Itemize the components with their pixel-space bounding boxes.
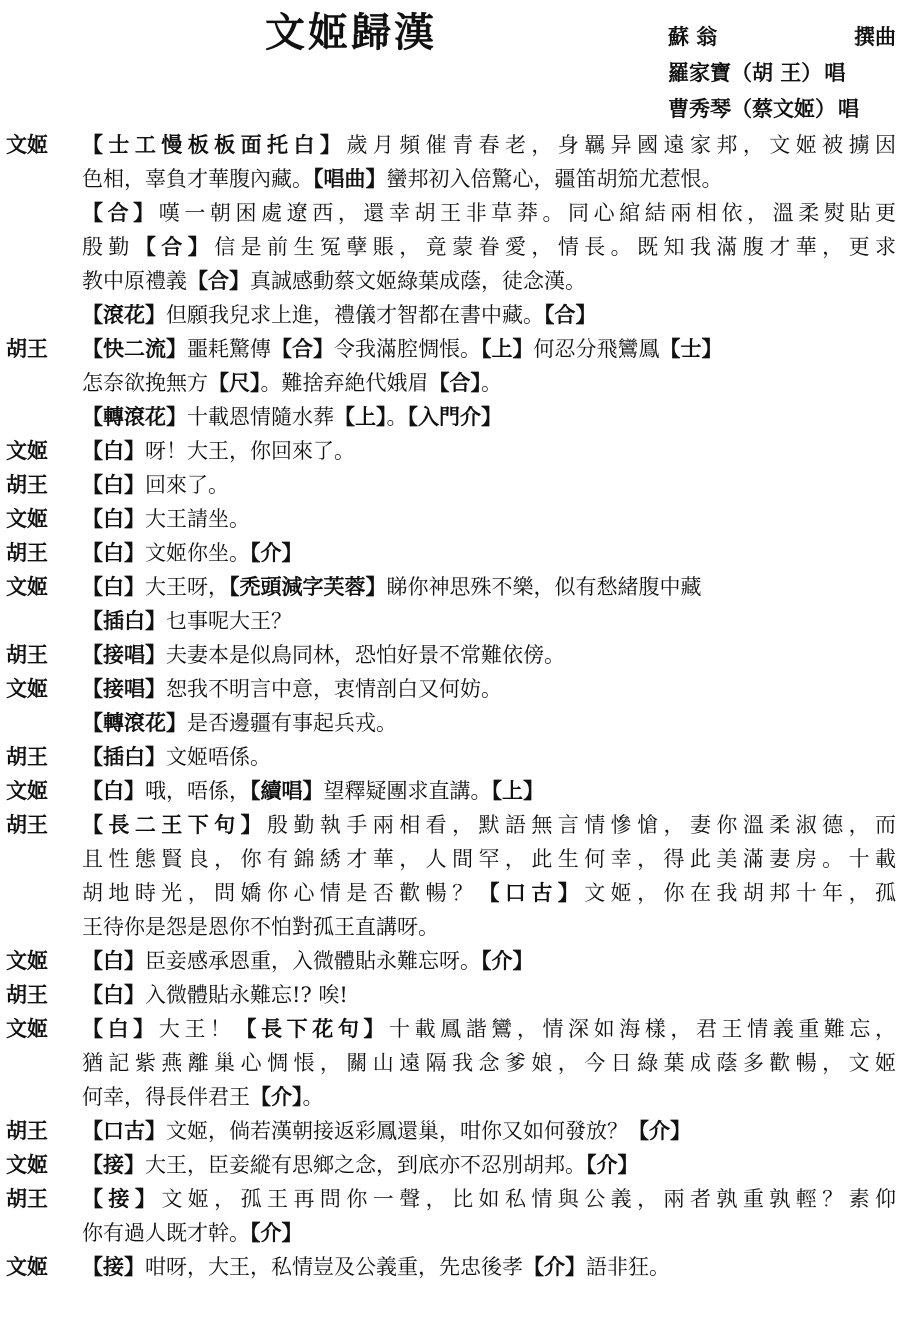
- entry-lines: [82, 1182, 896, 1250]
- performer-name: 羅家寶（胡 王）: [668, 60, 823, 85]
- lyric-line: [82, 502, 896, 536]
- entry-lines: [82, 1012, 896, 1114]
- lyric-text: 。: [302, 1085, 324, 1109]
- lyric-text: 殷勤執手兩相看，默語無言情慘愴，妻你溫柔淑德，而: [267, 813, 896, 837]
- tune-marker: 【接】: [82, 1186, 162, 1211]
- tune-marker: 【白】: [82, 982, 145, 1007]
- lyric-text: 臣妾感承恩重，入微體貼永難忘呀。: [145, 949, 481, 973]
- lyric-text: 你有過人既才幹。: [82, 1221, 250, 1245]
- performer-name: 曹秀琴（蔡文姬）: [668, 96, 836, 121]
- lyric-line: [82, 604, 896, 638]
- tune-marker: 【白】: [82, 472, 145, 497]
- script-entry: [6, 944, 896, 978]
- entry-lines: [82, 332, 896, 434]
- tune-marker: 【介】: [586, 1152, 639, 1177]
- script-entry: [6, 1250, 896, 1284]
- lyric-line: [82, 298, 896, 332]
- tune-marker: 【介】: [628, 1118, 691, 1143]
- script-entry: [6, 740, 896, 774]
- tune-marker: 【白】: [82, 948, 145, 973]
- lyric-text: 文姬，孤王再問你一聲，比如私情與公義，兩者孰重孰輕？素仰: [161, 1187, 896, 1211]
- performer-credit-2: [668, 90, 896, 126]
- entry-lines: [82, 638, 896, 672]
- lyric-text: 文姬唔係。: [166, 745, 271, 769]
- speaker-label: 文姬: [6, 948, 48, 973]
- lyric-text: 。難捨弃絶代娥眉: [260, 371, 429, 395]
- lyric-line: [82, 672, 896, 706]
- lyric-text: 真誠感動蔡文姬綠葉成蔭，徒念漢。: [250, 269, 586, 293]
- lyric-text: 令我滿腔惆悵。: [334, 337, 481, 361]
- lyric-text: 夫妻本是似鳥同林，恐怕好景不常難依傍。: [166, 643, 565, 667]
- lyric-text: 何幸，得長伴君王: [82, 1085, 250, 1109]
- lyric-text: 十載鳳諧鸞，情深如海樣，君王情義重難忘，: [388, 1017, 896, 1041]
- tune-marker: 【介】: [481, 948, 534, 973]
- lyric-text: 教中原禮義: [82, 269, 187, 293]
- lyric-line: [82, 1080, 896, 1114]
- tune-marker: 【轉滾花】: [82, 404, 187, 429]
- entry-lines: [82, 128, 896, 332]
- composer-name: 蘇 翁: [668, 24, 718, 49]
- lyric-line: [82, 808, 896, 842]
- tune-marker: 【唱曲】: [313, 166, 387, 191]
- tune-marker: 【轉滾花】: [82, 710, 187, 735]
- tune-marker: 【白】: [82, 1016, 159, 1041]
- lyric-text: 胡地時光，問嬌你心情是否歡暢？: [82, 881, 479, 905]
- entry-lines: [82, 978, 896, 1012]
- lyric-text: 哦，唔係，: [145, 779, 250, 803]
- lyric-text: 回來了。: [145, 473, 229, 497]
- performer-role: 唱: [824, 60, 846, 85]
- composer-credit: [668, 18, 896, 54]
- lyric-text: 大王呀，: [145, 575, 229, 599]
- tune-marker: 【接】: [82, 1152, 145, 1177]
- lyric-line: [82, 1250, 896, 1284]
- tune-marker: 【合】: [428, 370, 481, 395]
- speaker-label: 胡王: [6, 1186, 48, 1211]
- tune-marker: 【介】: [523, 1254, 586, 1279]
- script-entry: [6, 128, 896, 332]
- entry-lines: [82, 808, 896, 944]
- tune-marker: 【口古】: [478, 880, 585, 905]
- speaker-label: 文姬: [6, 506, 48, 531]
- lyric-text: 入微體貼永難忘!? 唉!: [145, 983, 348, 1007]
- lyric-text: 猶記紫燕離巢心惆悵，關山遠隔我念爹娘，今日綠葉成蔭多歡暢，文姬: [82, 1051, 896, 1075]
- tune-marker: 【白】: [82, 574, 145, 599]
- lyric-line: [82, 128, 896, 162]
- lyric-text: 大王！: [158, 1017, 236, 1041]
- lyric-line: [82, 876, 896, 910]
- speaker-label: 胡王: [6, 744, 48, 769]
- lyric-line: [82, 740, 896, 774]
- tune-marker: 【合】: [271, 336, 334, 361]
- lyric-line: [82, 1148, 896, 1182]
- lyric-text: 睇你神思殊不樂，似有愁緒腹中藏: [386, 575, 702, 599]
- script-entry: [6, 808, 896, 944]
- tune-marker: 【上】: [481, 336, 534, 361]
- lyric-text: 呀！大王，你回來了。: [145, 439, 355, 463]
- script-entry: [6, 672, 896, 740]
- script-entry: [6, 1114, 896, 1148]
- lyric-text: 十載恩情隨水葬: [187, 405, 334, 429]
- entry-lines: [82, 774, 896, 808]
- song-title: 文姬歸漢: [265, 9, 437, 56]
- script-entry: [6, 536, 896, 570]
- speaker-label: 胡王: [6, 472, 48, 497]
- tune-marker: 【介】: [250, 1084, 303, 1109]
- entry-lines: [82, 570, 896, 638]
- lyric-line: [82, 1114, 896, 1148]
- lyric-line: [82, 264, 896, 298]
- script-entry: [6, 638, 896, 672]
- entry-lines: [82, 536, 896, 570]
- script-entry: [6, 332, 896, 434]
- script-entry: [6, 978, 896, 1012]
- lyric-text: 殷勤: [82, 235, 135, 259]
- tune-marker: 【白】: [82, 506, 145, 531]
- entry-lines: [82, 672, 896, 740]
- lyric-text: 咁呀，大王，私情豈及公義重，先忠後孝: [145, 1255, 523, 1279]
- tune-marker: 【長下花句】: [235, 1016, 389, 1041]
- speaker-label: 胡王: [6, 336, 48, 361]
- lyric-text: 文姬，倘若漢朝接返彩鳳還巢，咁你又如何發放？: [166, 1119, 628, 1143]
- lyric-line: [82, 332, 896, 366]
- tune-marker: 【介】: [250, 1220, 303, 1245]
- tune-marker: 【續唱】: [250, 778, 324, 803]
- script-entry: [6, 434, 896, 468]
- script-entry: [6, 774, 896, 808]
- lyric-text: 噩耗驚傳: [187, 337, 271, 361]
- lyric-text: 且性態賢良，你有錦綉才華，人間罕，此生何幸，得此美滿妻房。十載: [82, 847, 896, 871]
- lyric-line: [82, 706, 896, 740]
- lyric-line: [82, 230, 896, 264]
- tune-marker: 【合】: [187, 268, 250, 293]
- speaker-label: 文姬: [6, 1254, 48, 1279]
- speaker-label: 文姬: [6, 132, 48, 157]
- lyric-line: [82, 400, 896, 434]
- lyric-text: 大王，臣妾縱有思鄉之念，到底亦不忍別胡邦。: [145, 1153, 586, 1177]
- lyric-line: [82, 536, 896, 570]
- lyric-text: 恕我不明言中意，衷情剖白又何妨。: [166, 677, 502, 701]
- lyric-text: 歲月頻催青春老，身羈异國遠家邦，文姬被擄因: [346, 133, 896, 157]
- speaker-label: 文姬: [6, 778, 48, 803]
- lyric-text: 何忍分飛鸞鳳: [533, 337, 660, 361]
- script-entry: [6, 502, 896, 536]
- lyric-text: 乜事呢大王？: [166, 609, 292, 633]
- script-entry: [6, 1148, 896, 1182]
- entry-lines: [82, 944, 896, 978]
- lyric-text: 怎奈欲挽無方: [82, 371, 208, 395]
- speaker-label: 文姬: [6, 438, 48, 463]
- tune-marker: 【插白】: [82, 608, 166, 633]
- lyric-line: [82, 468, 896, 502]
- lyric-text: 是否邊疆有事起兵戎。: [187, 711, 397, 735]
- lyric-line: [82, 570, 896, 604]
- tune-marker: 【合】: [544, 302, 597, 327]
- speaker-label: 文姬: [6, 1152, 48, 1177]
- tune-marker: 【接唱】: [82, 676, 166, 701]
- tune-marker: 【口古】: [82, 1118, 166, 1143]
- performer-credit-1: [668, 54, 896, 90]
- tune-marker: 【合】: [134, 234, 215, 259]
- script-body: [6, 128, 896, 1284]
- lyric-text: 蠻邦初入倍驚心，疆笛胡笳尤惹恨。: [386, 167, 723, 191]
- lyric-line: [82, 1182, 896, 1216]
- lyric-line: [82, 196, 896, 230]
- script-entry: [6, 1012, 896, 1114]
- tune-marker: 【士】: [659, 336, 723, 361]
- credits-block: [668, 18, 896, 126]
- tune-marker: 【尺】: [208, 370, 261, 395]
- tune-marker: 【上】: [334, 404, 387, 429]
- lyric-text: 文姬你坐。: [145, 541, 250, 565]
- tune-marker: 【合】: [82, 200, 159, 225]
- tune-marker: 【滾花】: [82, 302, 166, 327]
- tune-marker: 【入門介】: [407, 404, 502, 429]
- lyric-text: 文姬，你在我胡邦十年，孤: [584, 881, 896, 905]
- entry-lines: [82, 502, 896, 536]
- tune-marker: 【介】: [250, 540, 303, 565]
- script-entry: [6, 1182, 896, 1250]
- speaker-label: 胡王: [6, 1118, 48, 1143]
- lyric-text: 。: [386, 405, 408, 429]
- tune-marker: 【禿頭減字芙蓉】: [229, 574, 387, 599]
- lyric-line: [82, 638, 896, 672]
- speaker-label: 文姬: [6, 574, 48, 599]
- script-entry: [6, 570, 896, 638]
- speaker-label: 胡王: [6, 540, 48, 565]
- lyric-text: 。: [481, 371, 502, 395]
- tune-marker: 【接唱】: [82, 642, 166, 667]
- tune-marker: 【快二流】: [82, 336, 187, 361]
- lyric-line: [82, 162, 896, 196]
- lyric-text: 王待你是怨是恩你不怕對孤王直講呀。: [82, 915, 439, 939]
- lyric-line: [82, 1012, 896, 1046]
- composer-role: 撰曲: [854, 24, 896, 49]
- lyric-text: 色相，辜負才華腹內藏。: [82, 167, 313, 191]
- lyric-line: [82, 1216, 896, 1250]
- entry-lines: [82, 1148, 896, 1182]
- lyric-line: [82, 978, 896, 1012]
- lyric-text: 望釋疑團求直講。: [323, 779, 492, 803]
- lyric-text: 信是前生冤孽賬，竟蒙眷愛，情長。既知我滿腹才華，更求: [214, 235, 896, 259]
- lyric-line: [82, 774, 896, 808]
- tune-marker: 【白】: [82, 540, 145, 565]
- lyric-line: [82, 944, 896, 978]
- tune-marker: 【插白】: [82, 744, 166, 769]
- performer-role: 唱: [838, 96, 859, 121]
- tune-marker: 【士工慢板板面托白】: [82, 132, 347, 157]
- lyric-text: 大王請坐。: [145, 507, 250, 531]
- lyric-line: [82, 842, 896, 876]
- lyric-text: 嘆一朝困處遼西，還幸胡王非草莽。同心綰結兩相依，溫柔熨貼更: [158, 201, 896, 225]
- lyric-text: 語非狂。: [586, 1255, 670, 1279]
- lyric-line: [82, 910, 896, 944]
- entry-lines: [82, 1250, 896, 1284]
- lyric-text: 但願我兒求上進，禮儀才智都在書中藏。: [166, 303, 544, 327]
- tune-marker: 【白】: [82, 778, 145, 803]
- speaker-label: 胡王: [6, 642, 48, 667]
- entry-lines: [82, 1114, 896, 1148]
- tune-marker: 【長二王下句】: [82, 812, 268, 837]
- tune-marker: 【白】: [82, 438, 145, 463]
- speaker-label: 胡王: [6, 812, 48, 837]
- speaker-label: 胡王: [6, 982, 48, 1007]
- tune-marker: 【接】: [82, 1254, 145, 1279]
- tune-marker: 【上】: [491, 778, 544, 803]
- lyric-line: [82, 434, 896, 468]
- speaker-label: 文姬: [6, 676, 48, 701]
- lyric-line: [82, 366, 896, 400]
- script-entry: [6, 468, 896, 502]
- entry-lines: [82, 434, 896, 468]
- speaker-label: 文姬: [6, 1016, 48, 1041]
- entry-lines: [82, 740, 896, 774]
- entry-lines: [82, 468, 896, 502]
- lyric-line: [82, 1046, 896, 1080]
